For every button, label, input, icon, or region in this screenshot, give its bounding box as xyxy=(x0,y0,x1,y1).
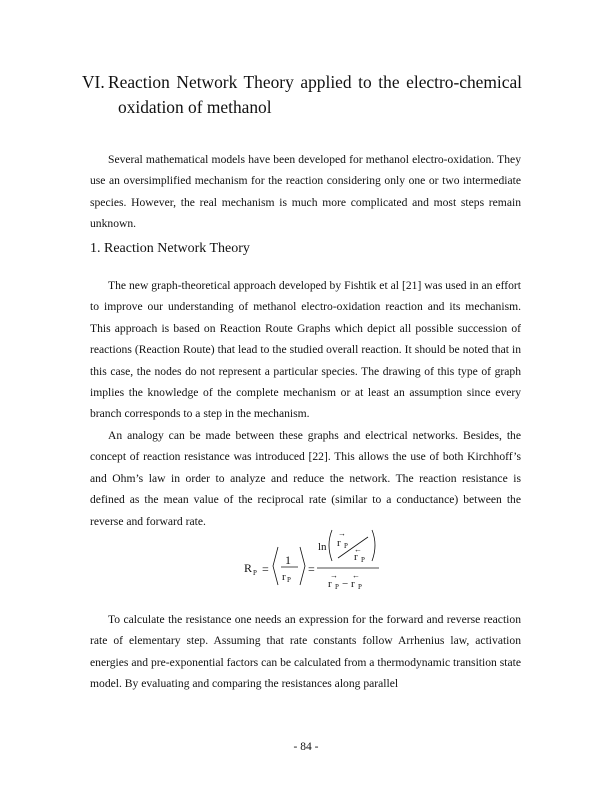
intro-paragraph: Several mathematical models have been developed for methanol electro-oxidation. They use an oversimplified mechanism for the reaction considering only one or two intermediate species. However, the real mechanism is much more complicated and most steps remain unknown. xyxy=(90,153,521,231)
formula-graphic xyxy=(244,523,384,598)
heading-line-2: oxidation of methanol xyxy=(118,97,272,117)
denominator-forward-r: r xyxy=(328,578,332,590)
denominator-forward-sub: P xyxy=(335,583,339,591)
formula-numerator-one: 1 xyxy=(285,553,291,567)
body-paragraph-2: An analogy can be made between these graphs and electrical networks. Besides, the concept of reaction resistance was introduced [22]. This allows the use of both Kirchhoff’s and Ohm’s law in order to analyze and reduce the network. The reaction resistance is defined as the mean value of the reciprocal rate (similar to a conductance) between the reverse and forward rate. xyxy=(90,429,521,528)
denominator-minus: − xyxy=(342,578,349,590)
inline-slash xyxy=(338,537,368,558)
body-paragraph-3: To calculate the resistance one needs an expression for the forward and reverse reaction rate of elementary step. Assuming that rate constants follow Arrhenius law, activation energies and pre-exponential factors can be calculated from a thermodynamic transition state model. By evaluating and comparing the resistances along parallel xyxy=(90,613,521,691)
reaction-resistance-formula xyxy=(244,523,384,598)
forward-rate-sub: P xyxy=(344,542,348,550)
forward-rate-r: r xyxy=(337,537,341,549)
forward-arrow-inner: → xyxy=(338,529,346,538)
denominator-reverse-sub: P xyxy=(358,583,362,591)
reverse-rate-sub: P xyxy=(361,556,365,564)
formula-r-subscript: P xyxy=(253,569,257,577)
formula-r-symbol: R xyxy=(244,561,253,575)
heading-number: VI. xyxy=(82,72,105,92)
formula-denominator-r: r xyxy=(282,571,286,583)
formula-equals-1: = xyxy=(262,562,269,576)
reverse-arrow-denominator: ← xyxy=(352,571,360,580)
formula-ln: ln xyxy=(318,541,327,553)
ln-left-paren xyxy=(329,530,332,561)
reverse-arrow-inner: ← xyxy=(354,545,362,554)
forward-arrow-denominator: → xyxy=(330,571,338,580)
reverse-rate-r: r xyxy=(354,551,358,563)
left-angle-bracket xyxy=(273,547,278,585)
page-number: - 84 - xyxy=(293,741,319,753)
denominator-reverse-r: r xyxy=(351,578,355,590)
formula-denominator-sub: P xyxy=(287,576,291,584)
body-paragraph-1: The new graph-theoretical approach developed by Fishtik et al [21] was used in an effort to improve our understanding of methanol electro-oxidation reaction and its mechanism. This approach is based on Reaction Route Graphs which depict all possible succession of reactions (Reaction Route) that lead to the studied overall reaction. It should be noted that in this case, the nodes do not represent a particular species. The drawing of this type of graph implies the knowledge of the complete mechanism or at least an assumption since every branch corresponds to a step in the mechanism. xyxy=(90,279,521,421)
formula-equals-2: = xyxy=(308,562,315,576)
ln-right-paren xyxy=(372,530,375,561)
subsection-title: 1. Reaction Network Theory xyxy=(90,241,250,256)
heading-line-1: Reaction Network Theory applied to the electro-chemical xyxy=(108,72,522,92)
right-angle-bracket xyxy=(300,547,305,585)
